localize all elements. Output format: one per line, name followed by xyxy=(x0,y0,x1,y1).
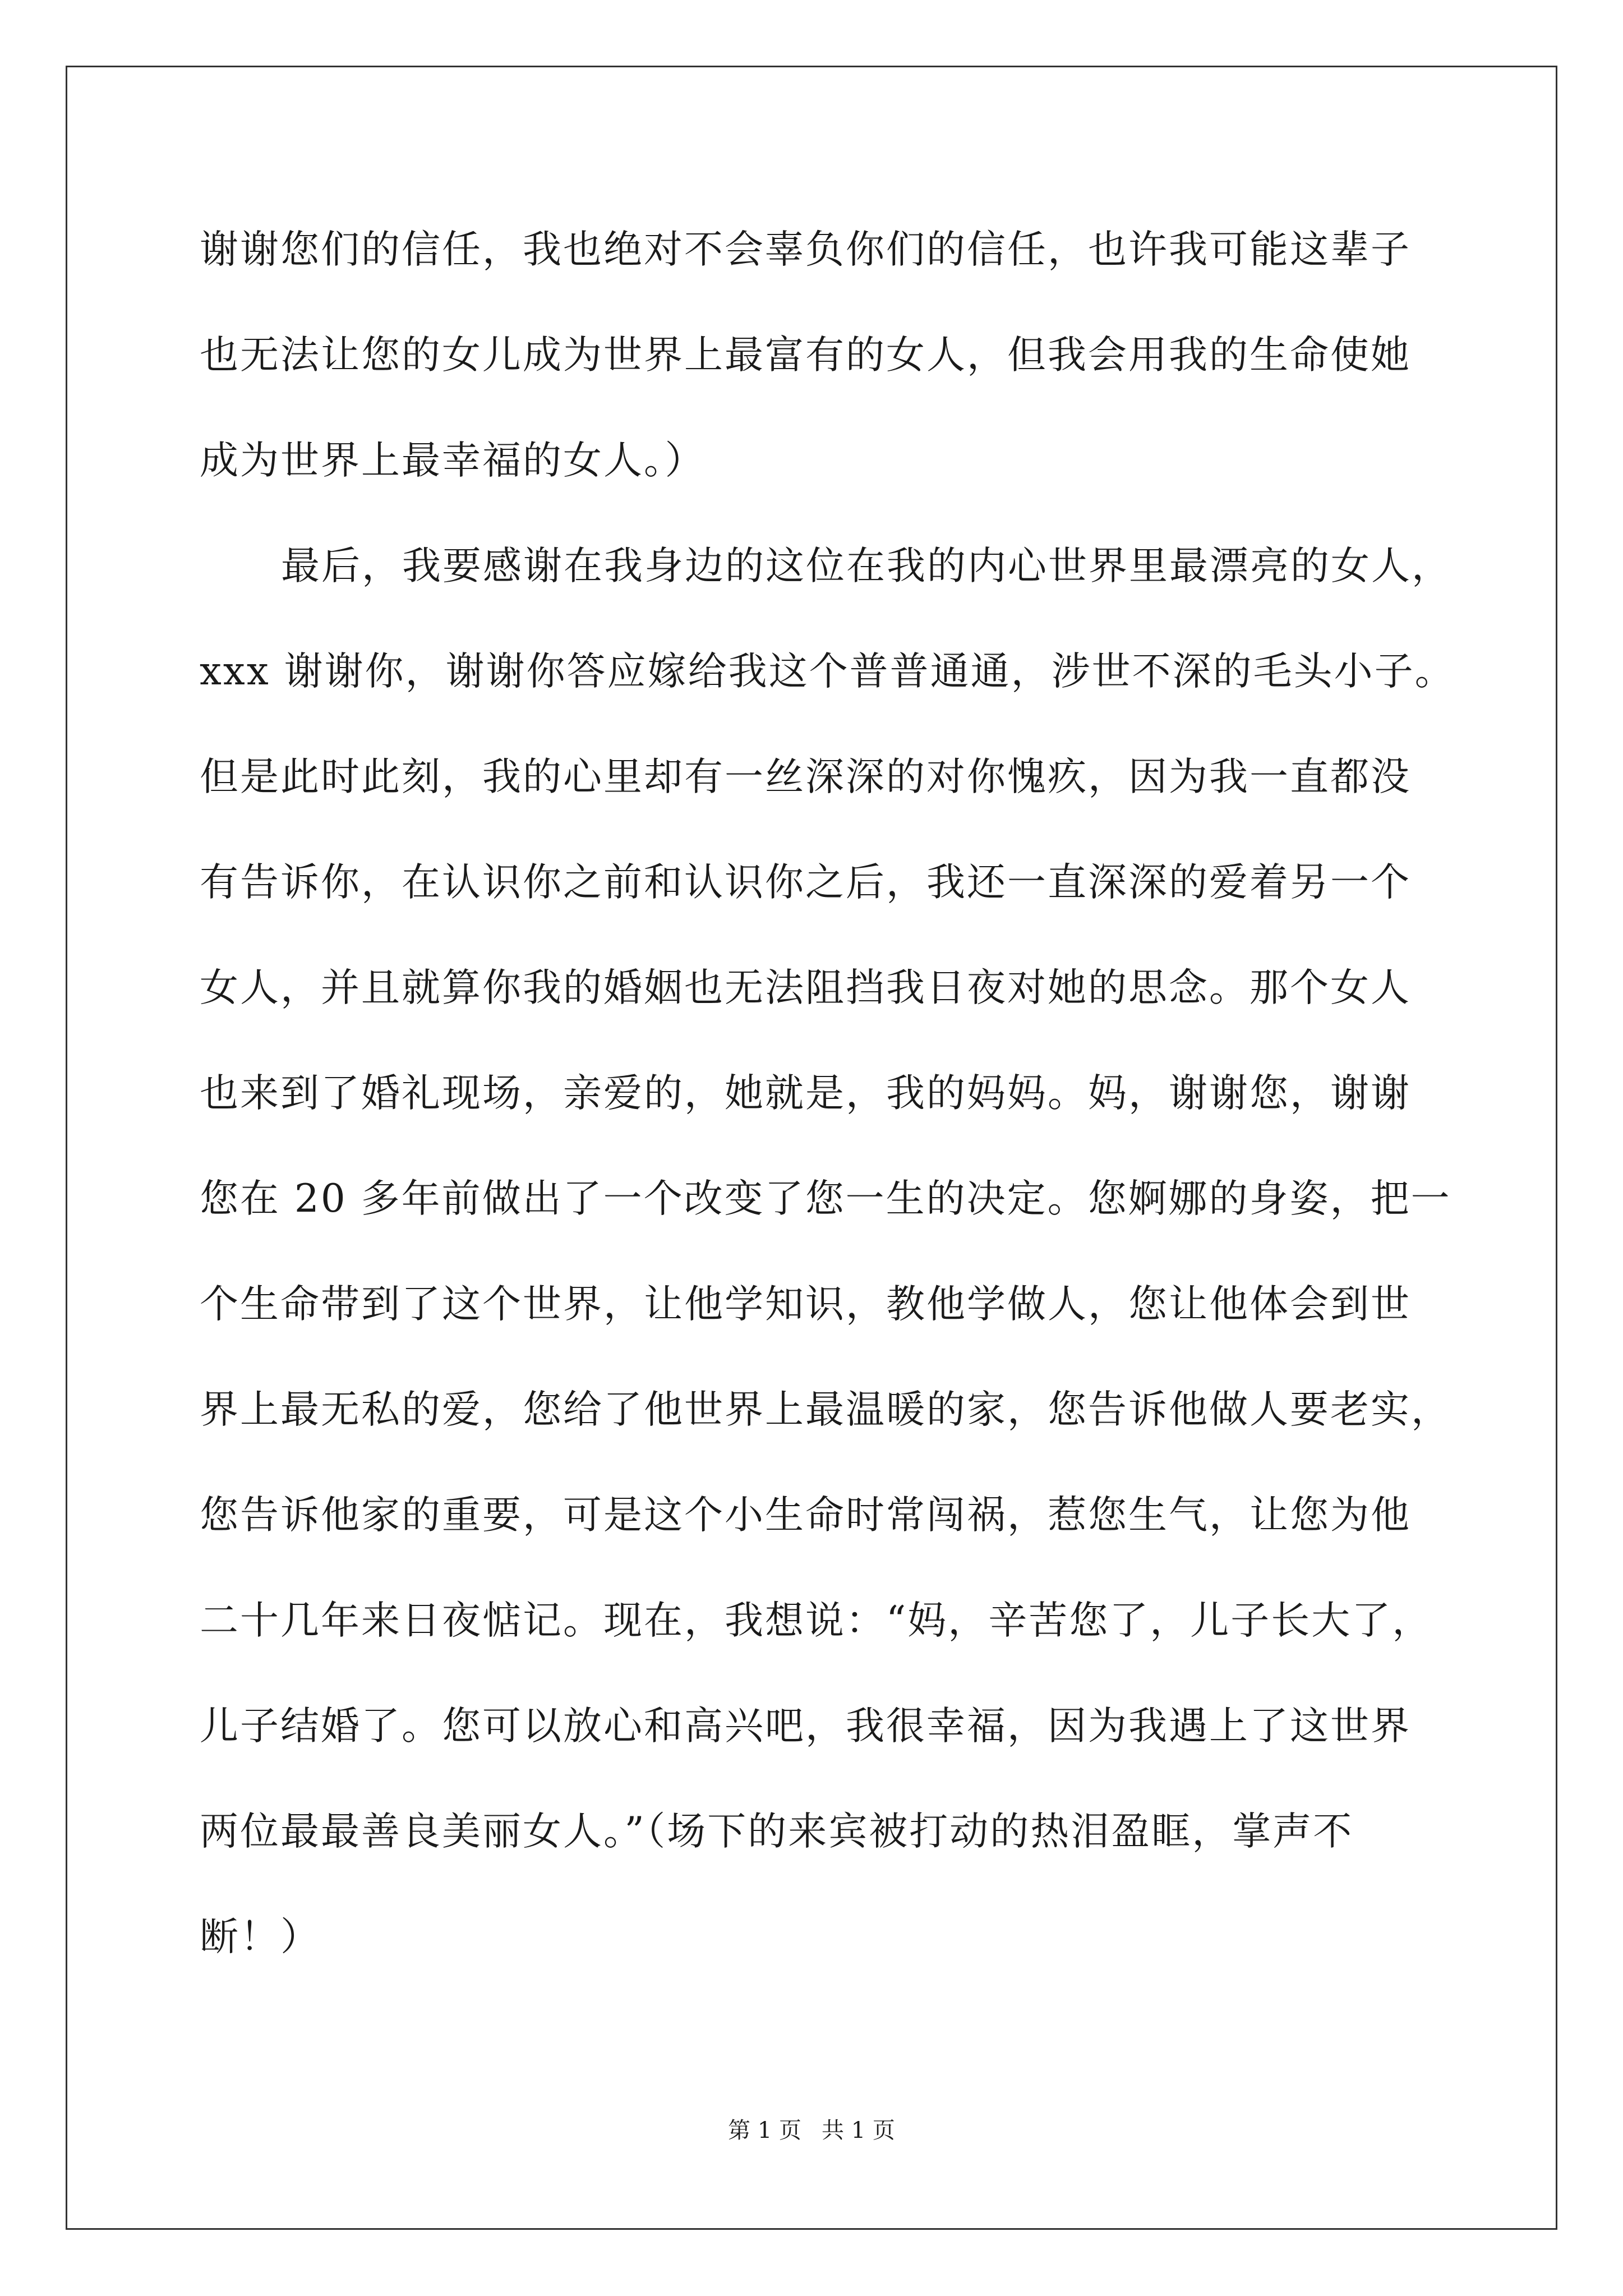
page-number: 第 1 页 xyxy=(728,2118,801,2143)
text-line: 个生命带到了这个世界，让他学知识，教他学做人，您让他体会到世 xyxy=(200,1282,1411,1327)
text-line: 有告诉你，在认识你之前和认识你之后，我还一直深深的爱着另一个 xyxy=(200,860,1411,905)
text-line: 成为世界上最幸福的女人。） xyxy=(200,438,706,483)
document-body xyxy=(200,208,1455,2000)
text-line: 两位最最善良美丽女人。”（场下的来宾被打动的热泪盈眶，掌声不 xyxy=(200,1809,1354,1854)
page-footer xyxy=(0,2114,1623,2147)
text-line: 也来到了婚礼现场，亲爱的，她就是，我的妈妈。妈，谢谢您，谢谢 xyxy=(200,1071,1411,1116)
text-line: 界上最无私的爱，您给了他世界上最温暖的家，您告诉他做人要老实， xyxy=(200,1387,1451,1432)
text-line: 断！） xyxy=(200,1915,321,1959)
text-line: 也无法让您的女儿成为世界上最富有的女人，但我会用我的生命使她 xyxy=(200,333,1411,378)
text-line: 二十几年来日夜惦记。现在，我想说：“妈，辛苦您了，儿子长大了， xyxy=(200,1598,1433,1643)
text-line: 儿子结婚了。您可以放心和高兴吧，我很幸福，因为我遇上了这世界 xyxy=(200,1704,1411,1749)
text-line: 您告诉他家的重要，可是这个小生命时常闯祸，惹您生气，让您为他 xyxy=(200,1493,1411,1538)
text-line: xxx 谢谢你，谢谢你答应嫁给我这个普普通通，涉世不深的毛头小子。 xyxy=(200,649,1455,694)
text-line: 谢谢您们的信任，我也绝对不会辜负你们的信任，也许我可能这辈子 xyxy=(200,227,1411,272)
text-line: 女人，并且就算你我的婚姻也无法阻挡我日夜对她的思念。那个女人 xyxy=(200,965,1411,1010)
page-total: 共 1 页 xyxy=(822,2118,895,2143)
paragraph-start-line: 最后，我要感谢在我身边的这位在我的内心世界里最漂亮的女人， xyxy=(281,544,1452,588)
text-line: 但是此时此刻，我的心里却有一丝深深的对你愧疚，因为我一直都没 xyxy=(200,754,1411,799)
text-line: 您在 20 多年前做出了一个改变了您一生的决定。您婀娜的身姿，把一 xyxy=(200,1176,1451,1221)
